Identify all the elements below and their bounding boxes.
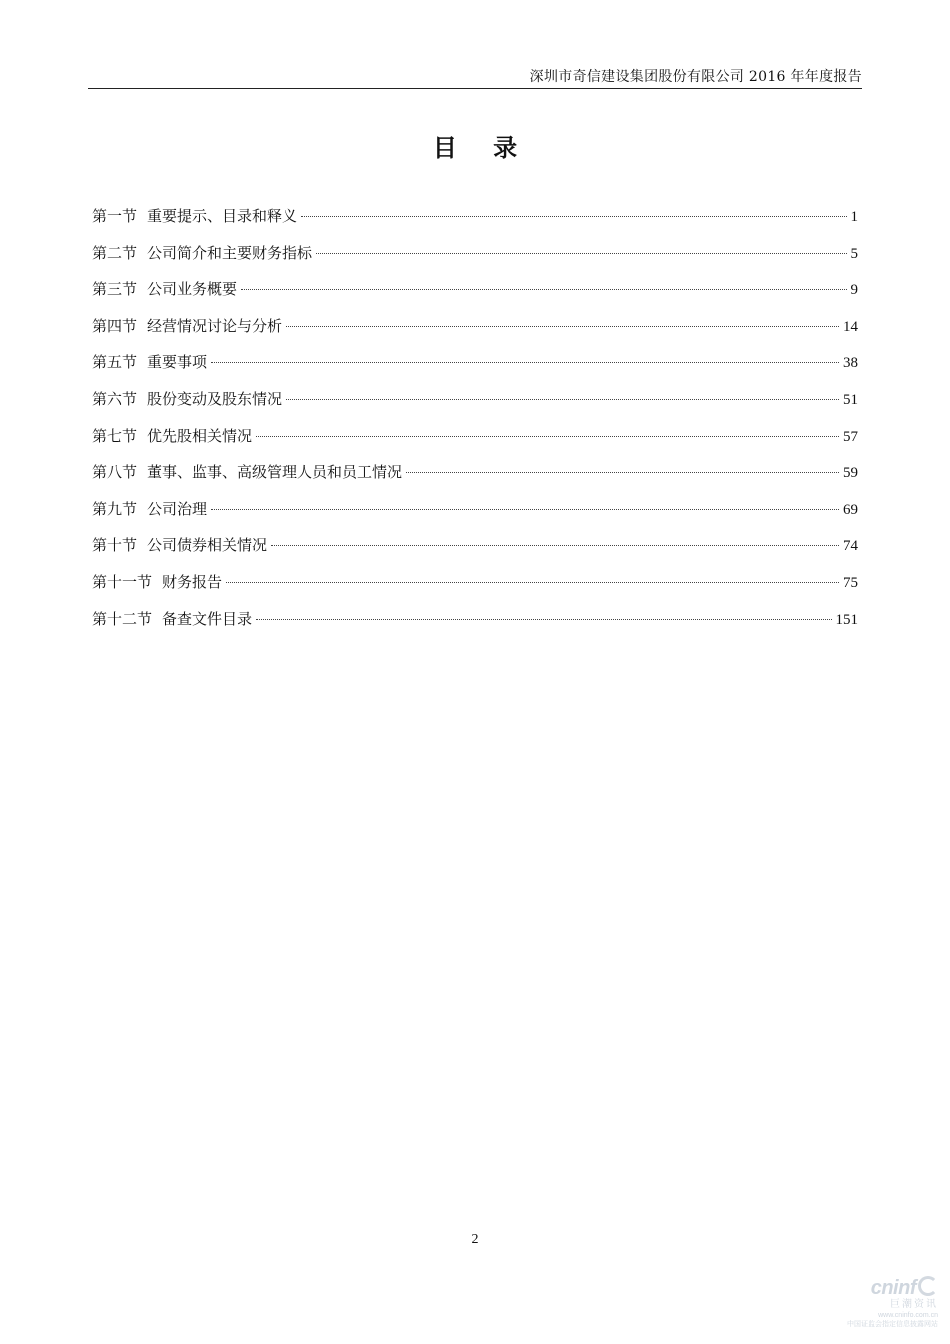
toc-list [92,204,858,643]
toc-entry-name: 优先股相关情况 [147,426,253,445]
toc-dot-leader [316,253,846,254]
toc-dot-leader [226,582,839,583]
page-number: 2 [471,1232,479,1247]
toc-page-number: 9 [850,282,858,299]
toc-entry-name: 经营情况讨论与分析 [147,316,283,335]
toc-dot-leader [241,289,846,290]
toc-page-number: 38 [843,355,858,372]
toc-chapter-label: 第十节 [92,536,138,555]
toc-dot-leader [301,216,846,217]
cninfo-swirl-icon [918,1276,938,1296]
cninfo-chinese-name: 巨潮资讯 [890,1299,938,1310]
header-divider [88,88,862,89]
toc-entry-3[interactable] [92,277,858,314]
toc-entry-10[interactable] [92,533,858,570]
toc-entry-name: 公司业务概要 [147,280,238,299]
cninfo-url: www.cninfo.com.cn [878,1312,938,1319]
toc-entry-name: 财务报告 [162,572,223,591]
toc-entry-7[interactable] [92,424,858,461]
toc-dot-leader [256,436,839,437]
toc-page-number: 59 [843,465,858,482]
toc-dot-leader [211,509,839,510]
toc-title: 目 录 [432,133,532,162]
toc-chapter-label: 第十二节 [92,609,153,628]
toc-dot-leader [286,399,839,400]
toc-chapter-label: 第八节 [92,463,138,482]
toc-dot-leader [211,362,839,363]
toc-page-number: 51 [843,391,858,408]
toc-page-number: 75 [843,574,858,591]
toc-entry-name: 董事、监事、高级管理人员和员工情况 [147,463,403,482]
toc-entry-name: 重要提示、目录和释义 [147,207,298,225]
toc-entry-11[interactable] [92,570,858,607]
toc-page-number: 5 [850,245,858,262]
toc-page-number: 74 [843,538,858,555]
cninfo-logo [828,1276,938,1299]
cninfo-org-text: 中国证监会指定信息披露网站 [847,1321,938,1328]
toc-entry-8[interactable] [92,460,858,497]
toc-entry-2[interactable] [92,241,858,278]
cninfo-watermark [828,1276,938,1338]
toc-entry-name: 股份变动及股东情况 [147,389,283,408]
toc-chapter-label: 第二节 [92,243,138,262]
toc-dot-leader [256,619,831,620]
toc-chapter-label: 第三节 [92,280,138,299]
toc-chapter-label: 第五节 [92,353,138,372]
toc-page-number: 151 [835,611,858,628]
toc-chapter-label: 第七节 [92,426,138,445]
toc-entry-6[interactable] [92,387,858,424]
toc-page-number: 69 [843,501,858,518]
toc-chapter-label: 第十一节 [92,572,153,591]
toc-entry-name: 公司简介和主要财务指标 [147,243,313,262]
toc-entry-name: 重要事项 [147,353,208,372]
toc-entry-1[interactable] [92,204,858,241]
toc-entry-5[interactable] [92,350,858,387]
report-header-title: 深圳市奇信建设集团股份有限公司 2016 年年度报告 [529,69,862,85]
toc-entry-4[interactable] [92,314,858,351]
toc-chapter-label: 第四节 [92,316,138,335]
toc-dot-leader [286,326,839,327]
toc-page-number: 57 [843,428,858,445]
toc-entry-12[interactable] [92,607,858,644]
toc-entry-name: 公司治理 [147,499,208,518]
toc-dot-leader [406,472,839,473]
toc-entry-9[interactable] [92,497,858,534]
toc-chapter-label: 第九节 [92,499,138,518]
toc-chapter-label: 第一节 [92,207,138,225]
toc-entry-name: 备查文件目录 [162,609,253,628]
toc-dot-leader [271,545,839,546]
cninfo-logo-text: cninf [870,1277,916,1299]
toc-page-number: 14 [843,318,858,335]
toc-page-number: 1 [850,209,858,225]
toc-entry-name: 公司债券相关情况 [147,536,268,555]
toc-chapter-label: 第六节 [92,389,138,408]
